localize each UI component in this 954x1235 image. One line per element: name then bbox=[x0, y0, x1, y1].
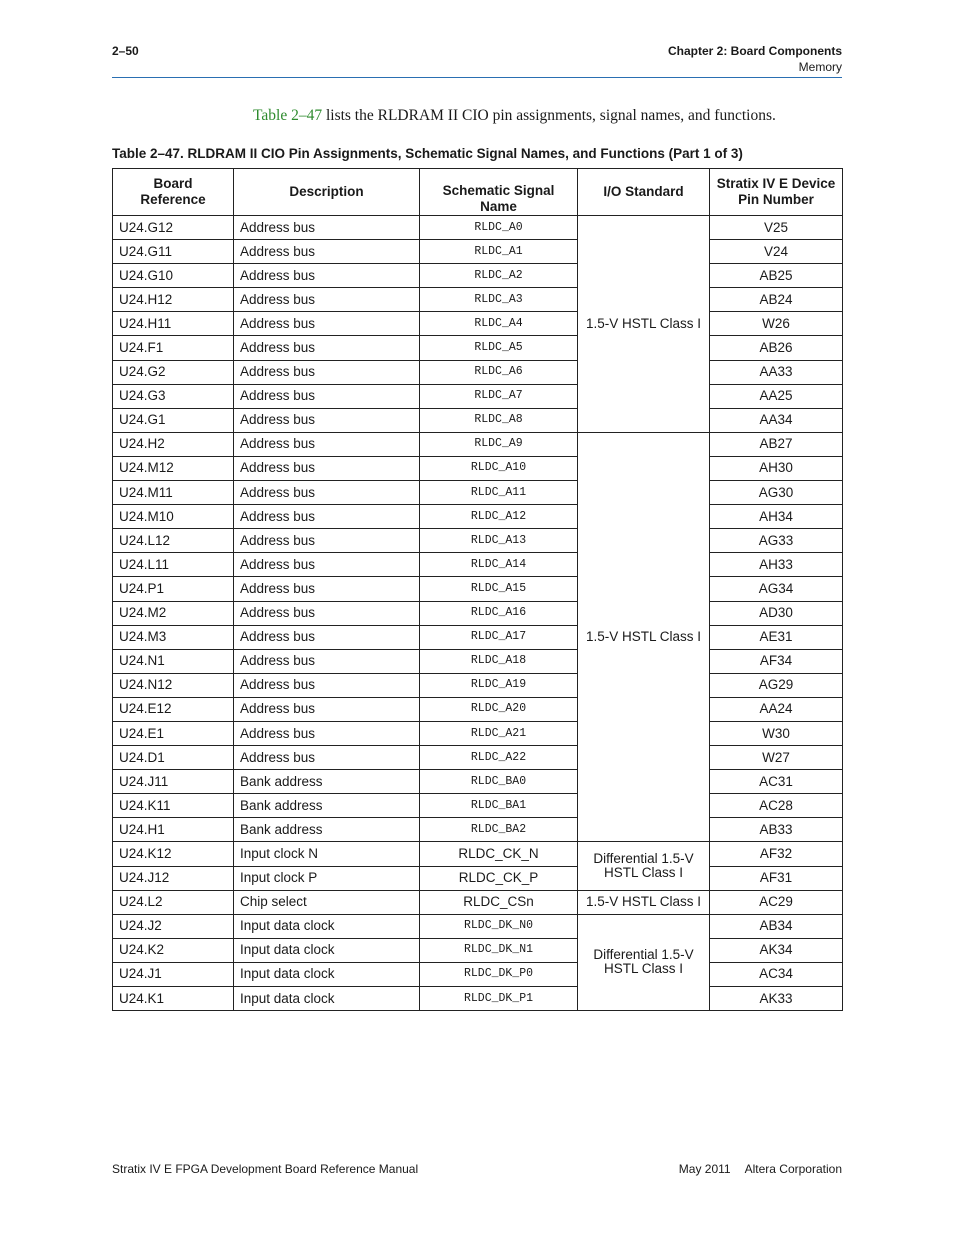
io-standard-cell: Differential 1.5-V HSTL Class I bbox=[578, 842, 710, 890]
signal-name-cell: RLDC_DK_P0 bbox=[420, 962, 578, 986]
table-row bbox=[113, 938, 843, 962]
signal-name-cell: RLDC_A2 bbox=[420, 264, 578, 288]
table-row bbox=[113, 384, 843, 408]
signal-name-cell: RLDC_CK_P bbox=[420, 866, 578, 890]
table-row bbox=[113, 842, 843, 866]
column-header-io-standard: I/O Standard bbox=[578, 169, 710, 216]
description-cell: Input data clock bbox=[234, 938, 420, 962]
pin-assignment-table bbox=[112, 168, 843, 1011]
board-reference-cell: U24.K2 bbox=[113, 938, 234, 962]
table-row bbox=[113, 794, 843, 818]
device-pin-cell: V25 bbox=[710, 216, 843, 240]
signal-name-cell: RLDC_A16 bbox=[420, 601, 578, 625]
description-cell: Address bus bbox=[234, 384, 420, 408]
table-row bbox=[113, 336, 843, 360]
description-cell: Address bus bbox=[234, 240, 420, 264]
table-cross-reference-link[interactable]: Table 2–47 bbox=[253, 107, 323, 124]
signal-name-cell: RLDC_A5 bbox=[420, 336, 578, 360]
signal-name-cell: RLDC_A18 bbox=[420, 649, 578, 673]
description-cell: Address bus bbox=[234, 649, 420, 673]
table-body bbox=[113, 216, 843, 1011]
signal-name-cell: RLDC_A8 bbox=[420, 408, 578, 432]
description-cell: Address bus bbox=[234, 408, 420, 432]
signal-name-cell: RLDC_A19 bbox=[420, 673, 578, 697]
board-reference-cell: U24.G1 bbox=[113, 408, 234, 432]
device-pin-cell: AE31 bbox=[710, 625, 843, 649]
board-reference-cell: U24.D1 bbox=[113, 746, 234, 770]
device-pin-cell: V24 bbox=[710, 240, 843, 264]
table-row bbox=[113, 914, 843, 938]
device-pin-cell: AC31 bbox=[710, 770, 843, 794]
device-pin-cell: AB33 bbox=[710, 818, 843, 842]
device-pin-cell: AF34 bbox=[710, 649, 843, 673]
io-standard-cell: 1.5-V HSTL Class I bbox=[578, 890, 710, 914]
footer-right bbox=[679, 1162, 842, 1176]
description-cell: Input data clock bbox=[234, 962, 420, 986]
intro-text: lists the RLDRAM II CIO pin assignments, signal names, and functions. bbox=[322, 107, 776, 124]
device-pin-cell: AG33 bbox=[710, 529, 843, 553]
footer-date: May 2011 bbox=[678, 1162, 731, 1176]
table-row bbox=[113, 770, 843, 794]
board-reference-cell: U24.K11 bbox=[113, 794, 234, 818]
board-reference-cell: U24.M3 bbox=[113, 625, 234, 649]
description-cell: Address bus bbox=[234, 481, 420, 505]
signal-name-cell: RLDC_CSn bbox=[420, 890, 578, 914]
table-row bbox=[113, 288, 843, 312]
description-cell: Bank address bbox=[234, 770, 420, 794]
device-pin-cell: AB34 bbox=[710, 914, 843, 938]
table-row bbox=[113, 216, 843, 240]
signal-name-cell: RLDC_A1 bbox=[420, 240, 578, 264]
board-reference-cell: U24.E12 bbox=[113, 697, 234, 721]
board-reference-cell: U24.J2 bbox=[113, 914, 234, 938]
device-pin-cell: AH33 bbox=[710, 553, 843, 577]
device-pin-cell: W30 bbox=[710, 721, 843, 745]
table-row bbox=[113, 697, 843, 721]
table-row bbox=[113, 721, 843, 745]
board-reference-cell: U24.J11 bbox=[113, 770, 234, 794]
description-cell: Address bus bbox=[234, 312, 420, 336]
table-row bbox=[113, 601, 843, 625]
signal-name-cell: RLDC_A4 bbox=[420, 312, 578, 336]
table-row bbox=[113, 408, 843, 432]
section-title: Memory bbox=[798, 60, 842, 74]
signal-name-cell: RLDC_DK_N1 bbox=[420, 938, 578, 962]
device-pin-cell: AA33 bbox=[710, 360, 843, 384]
signal-name-cell: RLDC_A6 bbox=[420, 360, 578, 384]
signal-name-cell: RLDC_A15 bbox=[420, 577, 578, 601]
table-row bbox=[113, 577, 843, 601]
device-pin-cell: AC29 bbox=[710, 890, 843, 914]
signal-name-cell: RLDC_A11 bbox=[420, 481, 578, 505]
board-reference-cell: U24.H2 bbox=[113, 432, 234, 456]
signal-name-cell: RLDC_A17 bbox=[420, 625, 578, 649]
description-cell: Bank address bbox=[234, 794, 420, 818]
device-pin-cell: AB26 bbox=[710, 336, 843, 360]
description-cell: Address bus bbox=[234, 673, 420, 697]
device-pin-cell: AH34 bbox=[710, 505, 843, 529]
description-cell: Address bus bbox=[234, 746, 420, 770]
board-reference-cell: U24.G10 bbox=[113, 264, 234, 288]
board-reference-cell: U24.J1 bbox=[113, 962, 234, 986]
signal-name-cell: RLDC_A3 bbox=[420, 288, 578, 312]
table-row bbox=[113, 481, 843, 505]
description-cell: Input clock P bbox=[234, 866, 420, 890]
board-reference-cell: U24.G12 bbox=[113, 216, 234, 240]
signal-name-cell: RLDC_A14 bbox=[420, 553, 578, 577]
device-pin-cell: AB24 bbox=[710, 288, 843, 312]
device-pin-cell: W27 bbox=[710, 746, 843, 770]
description-cell: Address bus bbox=[234, 553, 420, 577]
board-reference-cell: U24.H1 bbox=[113, 818, 234, 842]
description-cell: Address bus bbox=[234, 721, 420, 745]
device-pin-cell: AB27 bbox=[710, 432, 843, 456]
description-cell: Input data clock bbox=[234, 914, 420, 938]
column-header-schematic-signal-name: Schematic Signal Name bbox=[420, 169, 578, 216]
footer-manual-title: Stratix IV E FPGA Development Board Reference Manual bbox=[112, 1162, 419, 1176]
footer-company: Altera Corporation bbox=[744, 1162, 842, 1176]
board-reference-cell: U24.M2 bbox=[113, 601, 234, 625]
board-reference-cell: U24.L2 bbox=[113, 890, 234, 914]
device-pin-cell: AF31 bbox=[710, 866, 843, 890]
description-cell: Address bus bbox=[234, 697, 420, 721]
table-row bbox=[113, 240, 843, 264]
chapter-title: Chapter 2: Board Components bbox=[667, 44, 842, 58]
description-cell: Input data clock bbox=[234, 987, 420, 1011]
table-row bbox=[113, 456, 843, 480]
table-row bbox=[113, 529, 843, 553]
description-cell: Address bus bbox=[234, 456, 420, 480]
signal-name-cell: RLDC_BA2 bbox=[420, 818, 578, 842]
column-header-device-pin-number: Stratix IV E Device Pin Number bbox=[710, 169, 843, 216]
signal-name-cell: RLDC_A13 bbox=[420, 529, 578, 553]
board-reference-cell: U24.M10 bbox=[113, 505, 234, 529]
signal-name-cell: RLDC_A12 bbox=[420, 505, 578, 529]
board-reference-cell: U24.L11 bbox=[113, 553, 234, 577]
device-pin-cell: AF32 bbox=[710, 842, 843, 866]
board-reference-cell: U24.E1 bbox=[113, 721, 234, 745]
table-row bbox=[113, 818, 843, 842]
device-pin-cell: AK33 bbox=[710, 987, 843, 1011]
table-row bbox=[113, 625, 843, 649]
board-reference-cell: U24.N12 bbox=[113, 673, 234, 697]
description-cell: Address bus bbox=[234, 529, 420, 553]
table-row bbox=[113, 673, 843, 697]
board-reference-cell: U24.J12 bbox=[113, 866, 234, 890]
description-cell: Input clock N bbox=[234, 842, 420, 866]
board-reference-cell: U24.G2 bbox=[113, 360, 234, 384]
signal-name-cell: RLDC_BA0 bbox=[420, 770, 578, 794]
table-row bbox=[113, 312, 843, 336]
column-header-description: Description bbox=[234, 169, 420, 216]
signal-name-cell: RLDC_DK_P1 bbox=[420, 987, 578, 1011]
table-header-row bbox=[113, 169, 843, 216]
device-pin-cell: AK34 bbox=[710, 938, 843, 962]
signal-name-cell: RLDC_A0 bbox=[420, 216, 578, 240]
device-pin-cell: AG29 bbox=[710, 673, 843, 697]
device-pin-cell: AA34 bbox=[710, 408, 843, 432]
description-cell: Address bus bbox=[234, 216, 420, 240]
table-caption: Table 2–47. RLDRAM II CIO Pin Assignments, Schematic Signal Names, and Functions (Part 1 of 3) bbox=[112, 146, 743, 161]
signal-name-cell: RLDC_CK_N bbox=[420, 842, 578, 866]
table-row bbox=[113, 962, 843, 986]
table-row bbox=[113, 987, 843, 1011]
board-reference-cell: U24.L12 bbox=[113, 529, 234, 553]
description-cell: Address bus bbox=[234, 336, 420, 360]
table-row bbox=[113, 360, 843, 384]
table-row bbox=[113, 890, 843, 914]
board-reference-cell: U24.K12 bbox=[113, 842, 234, 866]
signal-name-cell: RLDC_A21 bbox=[420, 721, 578, 745]
signal-name-cell: RLDC_A20 bbox=[420, 697, 578, 721]
device-pin-cell: W26 bbox=[710, 312, 843, 336]
description-cell: Address bus bbox=[234, 432, 420, 456]
device-pin-cell: AA25 bbox=[710, 384, 843, 408]
table-row bbox=[113, 264, 843, 288]
description-cell: Bank address bbox=[234, 818, 420, 842]
column-header-board-reference: Board Reference bbox=[113, 169, 234, 216]
board-reference-cell: U24.G11 bbox=[113, 240, 234, 264]
signal-name-cell: RLDC_A22 bbox=[420, 746, 578, 770]
device-pin-cell: AA24 bbox=[710, 697, 843, 721]
device-pin-cell: AH30 bbox=[710, 456, 843, 480]
board-reference-cell: U24.H12 bbox=[113, 288, 234, 312]
device-pin-cell: AB25 bbox=[710, 264, 843, 288]
description-cell: Address bus bbox=[234, 360, 420, 384]
io-standard-cell: Differential 1.5-V HSTL Class I bbox=[578, 914, 710, 1010]
table-row bbox=[113, 553, 843, 577]
table-row bbox=[113, 866, 843, 890]
board-reference-cell: U24.G3 bbox=[113, 384, 234, 408]
signal-name-cell: RLDC_A9 bbox=[420, 432, 578, 456]
device-pin-cell: AG30 bbox=[710, 481, 843, 505]
description-cell: Address bus bbox=[234, 505, 420, 529]
intro-paragraph bbox=[253, 107, 776, 125]
device-pin-cell: AG34 bbox=[710, 577, 843, 601]
description-cell: Chip select bbox=[234, 890, 420, 914]
board-reference-cell: U24.M12 bbox=[113, 456, 234, 480]
table-row bbox=[113, 505, 843, 529]
device-pin-cell: AD30 bbox=[710, 601, 843, 625]
board-reference-cell: U24.N1 bbox=[113, 649, 234, 673]
signal-name-cell: RLDC_A10 bbox=[420, 456, 578, 480]
signal-name-cell: RLDC_A7 bbox=[420, 384, 578, 408]
table-row bbox=[113, 649, 843, 673]
io-standard-cell: 1.5-V HSTL Class I bbox=[578, 216, 710, 433]
board-reference-cell: U24.H11 bbox=[113, 312, 234, 336]
header-rule bbox=[112, 77, 842, 78]
description-cell: Address bus bbox=[234, 577, 420, 601]
description-cell: Address bus bbox=[234, 288, 420, 312]
signal-name-cell: RLDC_BA1 bbox=[420, 794, 578, 818]
description-cell: Address bus bbox=[234, 601, 420, 625]
board-reference-cell: U24.M11 bbox=[113, 481, 234, 505]
device-pin-cell: AC34 bbox=[710, 962, 843, 986]
device-pin-cell: AC28 bbox=[710, 794, 843, 818]
table-row bbox=[113, 432, 843, 456]
page-number: 2–50 bbox=[112, 44, 139, 58]
signal-name-cell: RLDC_DK_N0 bbox=[420, 914, 578, 938]
board-reference-cell: U24.P1 bbox=[113, 577, 234, 601]
description-cell: Address bus bbox=[234, 264, 420, 288]
table-row bbox=[113, 746, 843, 770]
io-standard-cell: 1.5-V HSTL Class I bbox=[578, 432, 710, 842]
board-reference-cell: U24.F1 bbox=[113, 336, 234, 360]
board-reference-cell: U24.K1 bbox=[113, 987, 234, 1011]
description-cell: Address bus bbox=[234, 625, 420, 649]
running-header bbox=[668, 43, 842, 75]
